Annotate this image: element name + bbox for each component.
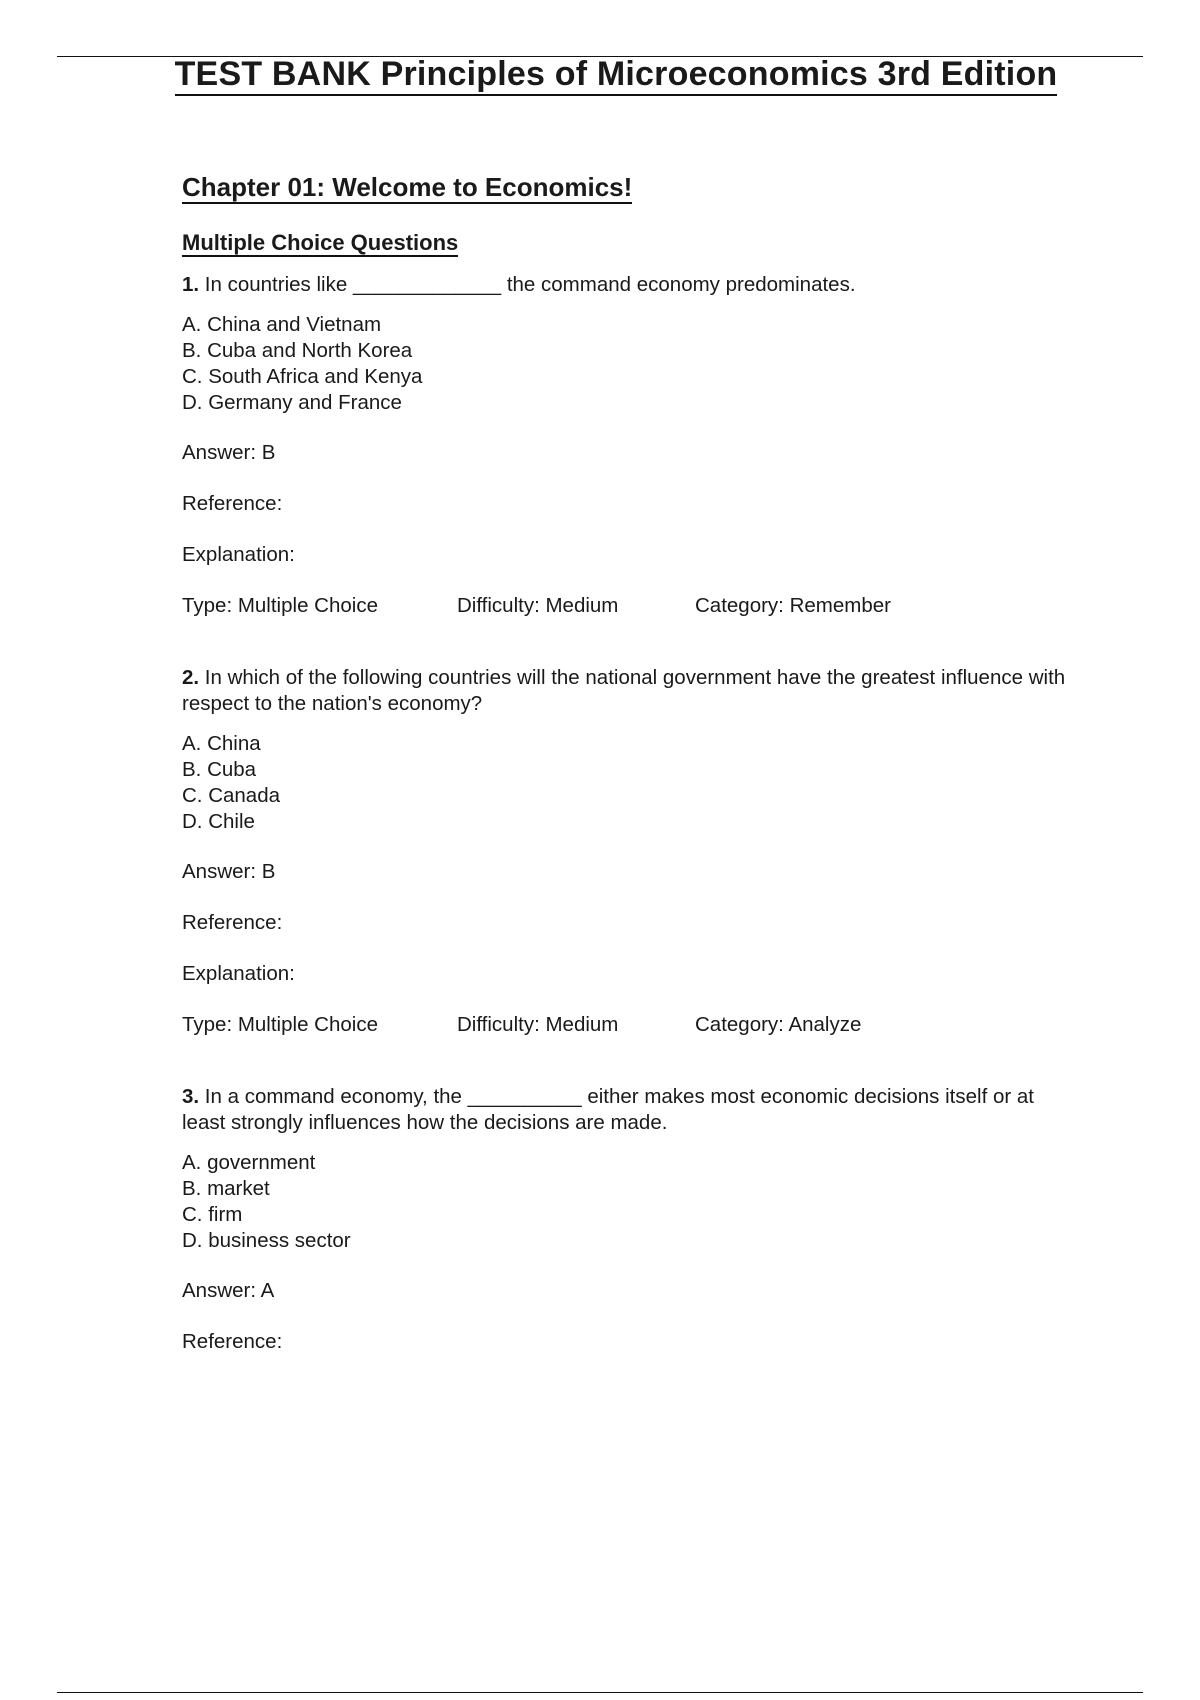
- option-c: C. Canada: [182, 784, 281, 807]
- meta-type: Type: Multiple Choice: [182, 1013, 378, 1036]
- reference: Reference:: [182, 911, 283, 934]
- question-stem: [182, 665, 1082, 717]
- section-title-text: Multiple Choice Questions: [182, 230, 459, 255]
- option-list: [182, 1150, 1082, 1254]
- question-stem: [182, 272, 1082, 298]
- question-3: [182, 1084, 1082, 1355]
- section-title: [182, 228, 1082, 258]
- reference: Reference:: [182, 492, 283, 515]
- chapter-title-text: Chapter 01: Welcome to Economics!: [182, 172, 633, 202]
- question-meta: [182, 593, 1082, 619]
- page-content: [182, 170, 1082, 1380]
- option-a: A. China: [182, 732, 261, 755]
- answer: Answer: B: [182, 860, 276, 883]
- option-d: D. business sector: [182, 1229, 351, 1252]
- option-b: B. Cuba and North Korea: [182, 339, 413, 362]
- option-list: [182, 731, 1082, 835]
- question-text: In which of the following countries will the national government have the greatest influence with respect to the nation's economy?: [182, 666, 1066, 715]
- meta-difficulty: Difficulty: Medium: [457, 1013, 619, 1036]
- answer: Answer: A: [182, 1279, 275, 1302]
- meta-type: Type: Multiple Choice: [182, 594, 378, 617]
- meta-category: Category: Remember: [695, 594, 891, 617]
- document-title-text: TEST BANK Principles of Microeconomics 3rd Edition: [175, 54, 1058, 96]
- meta-category: Category: Analyze: [695, 1013, 862, 1036]
- bottom-rule: [57, 1692, 1143, 1693]
- meta-difficulty: Difficulty: Medium: [457, 594, 619, 617]
- option-c: C. firm: [182, 1203, 243, 1226]
- question-number: 1.: [182, 273, 200, 296]
- question-number: 2.: [182, 666, 200, 689]
- question-text: In a command economy, the __________ either makes most economic decisions itself or at least strongly influences how the decisions are made.: [182, 1085, 1034, 1134]
- option-list: [182, 312, 1082, 416]
- chapter-title: [182, 170, 1082, 204]
- option-c: C. South Africa and Kenya: [182, 365, 423, 388]
- answer: Answer: B: [182, 441, 276, 464]
- question-number: 3.: [182, 1085, 200, 1108]
- question-2: [182, 665, 1082, 1038]
- option-d: D. Germany and France: [182, 391, 402, 414]
- question-stem: [182, 1084, 1082, 1136]
- question-1: [182, 272, 1082, 619]
- option-b: B. Cuba: [182, 758, 257, 781]
- option-a: A. government: [182, 1151, 316, 1174]
- question-meta: [182, 1012, 1082, 1038]
- option-d: D. Chile: [182, 810, 255, 833]
- document-title: [0, 54, 1200, 96]
- explanation: Explanation:: [182, 543, 295, 566]
- reference: Reference:: [182, 1330, 283, 1353]
- option-b: B. market: [182, 1177, 270, 1200]
- explanation: Explanation:: [182, 962, 295, 985]
- question-text: In countries like _____________ the command economy predominates.: [199, 273, 856, 296]
- option-a: A. China and Vietnam: [182, 313, 382, 336]
